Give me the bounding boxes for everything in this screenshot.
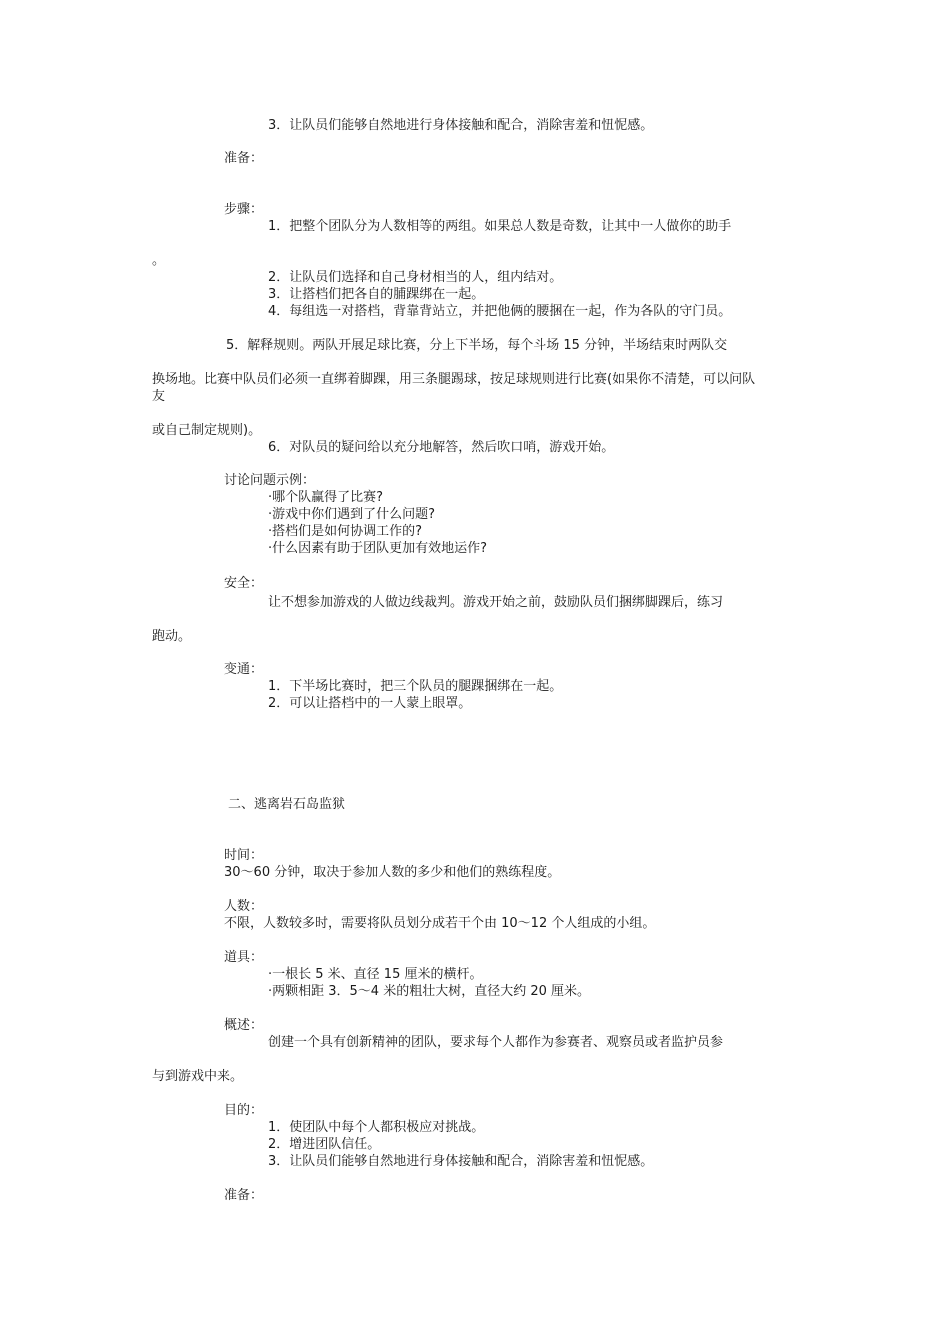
discussion-heading: 讨论问题示例： bbox=[224, 473, 316, 488]
step-2-text: 2．让队员们选择和自己身材相当的人，组内结对。 bbox=[268, 270, 563, 285]
step-4-text: 4．每组选一对搭档，背靠背站立，并把他俩的腰捆在一起，作为各队的守门员。 bbox=[268, 304, 732, 319]
goal-item: 2．增进团队信任。 bbox=[268, 1137, 381, 1152]
step-5-continuation: 换场地。比赛中队员们必须一直绑着脚踝，用三条腿踢球，按足球规则进行比赛(如果你不清楚，可以问队 bbox=[152, 372, 756, 387]
step-5-text: 5．解释规则。两队开展足球比赛，分上下半场，每个斗场 15 分钟，半场结束时两队交 bbox=[226, 338, 728, 353]
preparation-heading-2: 准备： bbox=[224, 1188, 264, 1203]
steps-heading: 步骤： bbox=[224, 202, 264, 217]
goal-3-text: 3．让队员们能够自然地进行身体接触和配合，消除害羞和忸怩感。 bbox=[268, 118, 654, 133]
people-heading: 人数： bbox=[224, 899, 264, 914]
safety-continuation: 跑动。 bbox=[152, 629, 192, 644]
time-text: 30～60 分钟，取决于参加人数的多少和他们的熟练程度。 bbox=[224, 865, 561, 880]
safety-text: 让不想参加游戏的人做边线裁判。游戏开始之前，鼓励队员们捆绑脚踝后，练习 bbox=[268, 595, 724, 610]
people-text: 不限，人数较多时，需要将队员划分成若干个由 10～12 个人组成的小组。 bbox=[224, 916, 656, 931]
step-1-text: 1．把整个团队分为人数相等的两组。如果总人数是奇数，让其中一人做你的助手 bbox=[268, 219, 732, 234]
step-5-continuation-3: 或自己制定规则)。 bbox=[152, 423, 262, 438]
variation-1-text: 1．下半场比赛时，把三个队员的腿踝捆绑在一起。 bbox=[268, 679, 563, 694]
goal-heading: 目的： bbox=[224, 1103, 264, 1118]
step-5-continuation-2: 友 bbox=[152, 389, 166, 404]
variation-2-text: 2．可以让搭档中的一人蒙上眼罩。 bbox=[268, 696, 472, 711]
section-title: 二、逃离岩石岛监狱 bbox=[228, 797, 346, 812]
discussion-item: ·搭档们是如何协调工作的? bbox=[268, 524, 423, 539]
overview-heading: 概述： bbox=[224, 1018, 264, 1033]
discussion-item: ·游戏中你们遇到了什么问题? bbox=[268, 507, 436, 522]
props-item: ·两颗相距 3．5～4 米的粗壮大树，直径大约 20 厘米。 bbox=[268, 984, 591, 999]
step-3-text: 3．让搭档们把各自的脯踝绑在一起。 bbox=[268, 287, 485, 302]
props-heading: 道具： bbox=[224, 950, 264, 965]
overview-text: 创建一个具有创新精神的团队，要求每个人都作为参赛者、观察员或者监护员参 bbox=[268, 1035, 724, 1050]
discussion-item: ·哪个队赢得了比赛? bbox=[268, 490, 384, 505]
step-1-continuation: 。 bbox=[152, 253, 166, 268]
goal-item: 3．让队员们能够自然地进行身体接触和配合，消除害羞和忸怩感。 bbox=[268, 1154, 654, 1169]
goal-item: 1．使团队中每个人都积极应对挑战。 bbox=[268, 1120, 485, 1135]
discussion-item: ·什么因素有助于团队更加有效地运作? bbox=[268, 541, 488, 556]
props-item: ·一根长 5 米、直径 15 厘米的横杆。 bbox=[268, 967, 483, 982]
step-6-text: 6．对队员的疑问给以充分地解答，然后吹口哨，游戏开始。 bbox=[268, 440, 615, 455]
overview-continuation: 与到游戏中来。 bbox=[152, 1069, 244, 1084]
preparation-heading: 准备： bbox=[224, 151, 264, 166]
safety-heading: 安全： bbox=[224, 576, 264, 591]
variation-heading: 变通： bbox=[224, 662, 264, 677]
time-heading: 时间： bbox=[224, 848, 264, 863]
